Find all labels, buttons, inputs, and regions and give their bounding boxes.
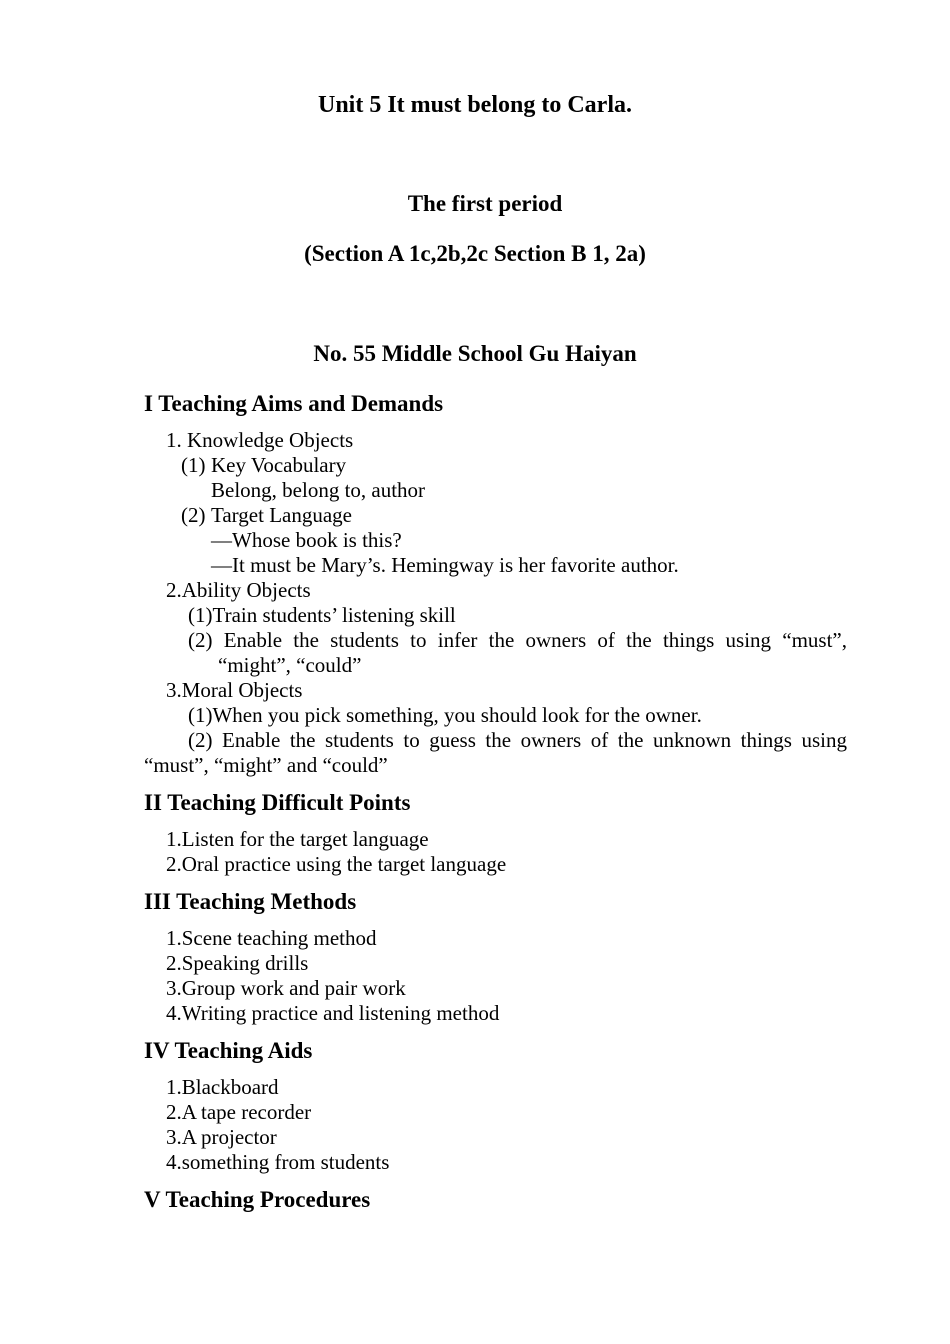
ability-item-2-line-2: “might”, “could” — [218, 653, 362, 677]
target-language-number: (2) — [181, 503, 206, 527]
list-item: 1.Listen for the target language — [166, 827, 429, 851]
key-vocabulary-number: (1) — [181, 453, 206, 477]
list-item: 2.A tape recorder — [166, 1100, 312, 1124]
section-reference: (Section A 1c,2b,2c Section B 1, 2a) — [304, 241, 646, 266]
section-heading-aids: IV Teaching Aids — [144, 1038, 313, 1063]
moral-objects-label: 3.Moral Objects — [166, 678, 303, 702]
ability-objects-label: 2.Ability Objects — [166, 578, 311, 602]
ability-item-2-line-1: (2) Enable the students to infer the owners of the things using “must”, — [188, 628, 847, 652]
section-heading-difficult-points: II Teaching Difficult Points — [144, 790, 411, 815]
list-item: 1.Blackboard — [166, 1075, 279, 1099]
period-title: The first period — [407, 191, 563, 216]
list-item: 4.something from students — [166, 1150, 390, 1174]
key-vocabulary-label: Key Vocabulary — [211, 453, 347, 477]
target-language-label: Target Language — [211, 503, 352, 527]
list-item: 3.Group work and pair work — [166, 976, 406, 1000]
list-item: 3.A projector — [166, 1125, 277, 1149]
list-item: 4.Writing practice and listening method — [166, 1001, 500, 1025]
list-item: 1.Scene teaching method — [166, 926, 377, 950]
section-heading-aims: I Teaching Aims and Demands — [144, 391, 444, 416]
author-line: No. 55 Middle School Gu Haiyan — [313, 341, 637, 366]
target-language-question: —Whose book is this? — [211, 528, 402, 552]
knowledge-objects-label: 1. Knowledge Objects — [166, 428, 354, 452]
document-title: Unit 5 It must belong to Carla. — [317, 92, 632, 118]
list-item: 2.Oral practice using the target language — [166, 852, 507, 876]
list-item: 2.Speaking drills — [166, 951, 309, 975]
key-vocabulary-words: Belong, belong to, author — [211, 478, 426, 502]
moral-item-2-line-2: “must”, “might” and “could” — [144, 753, 388, 777]
section-heading-methods: III Teaching Methods — [144, 889, 357, 914]
moral-item-2-line-1: (2) Enable the students to guess the owners of the unknown things using — [188, 728, 847, 752]
ability-item-1: (1)Train students’ listening skill — [188, 603, 456, 627]
section-heading-procedures: V Teaching Procedures — [144, 1187, 371, 1212]
target-language-answer: —It must be Mary’s. Hemingway is her favorite author. — [211, 553, 679, 577]
moral-item-1: (1)When you pick something, you should look for the owner. — [188, 703, 702, 727]
